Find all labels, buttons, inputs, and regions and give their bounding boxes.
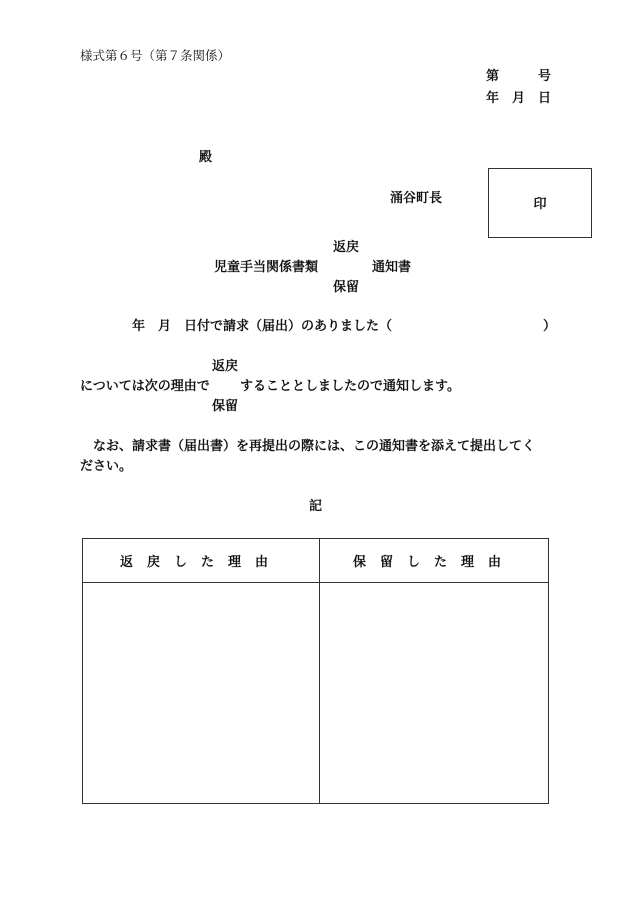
note-line-1: なお、請求書（届出書）を再提出の際には、この通知書を添えて提出してく [93, 439, 536, 454]
table-row [83, 583, 549, 804]
reasons-table [82, 538, 549, 804]
seal-box [488, 168, 592, 238]
title-option-return: 返戻 [333, 240, 360, 255]
note-line-2: ださい。 [80, 459, 133, 474]
body-close-paren: ） [543, 319, 557, 334]
body-option-hold: 保留 [212, 399, 239, 414]
ki-label: 記 [309, 499, 323, 514]
document-number-suffix: 号 [538, 69, 552, 84]
title-subject: 児童手当関係書類 [214, 260, 319, 275]
form-label: 様式第６号（第７条関係） [80, 48, 231, 63]
title-notice: 通知書 [372, 260, 412, 275]
date-year-label: 年 [486, 91, 500, 106]
return-reason-cell[interactable] [83, 583, 320, 804]
body-date-text: 年 月 日付で請求（届出）のありました（ [132, 319, 393, 334]
addressee-suffix: 殿 [199, 150, 213, 165]
body-reason-prefix: については次の理由で [80, 379, 210, 394]
table-header-row [83, 539, 549, 583]
return-reason-header: 返戻した理由 [83, 539, 320, 583]
title-option-hold: 保留 [333, 280, 360, 295]
body-option-return: 返戻 [212, 359, 239, 374]
body-reason-suffix: することとしましたので通知します。 [240, 379, 460, 394]
document-number-prefix: 第 [486, 69, 500, 84]
date-month-label: 月 [512, 91, 526, 106]
hold-reason-header: 保留した理由 [320, 539, 549, 583]
hold-reason-cell[interactable] [320, 583, 549, 804]
sender-name: 涌谷町長 [390, 191, 443, 206]
date-day-label: 日 [538, 91, 552, 106]
seal-label: 印 [533, 197, 547, 212]
